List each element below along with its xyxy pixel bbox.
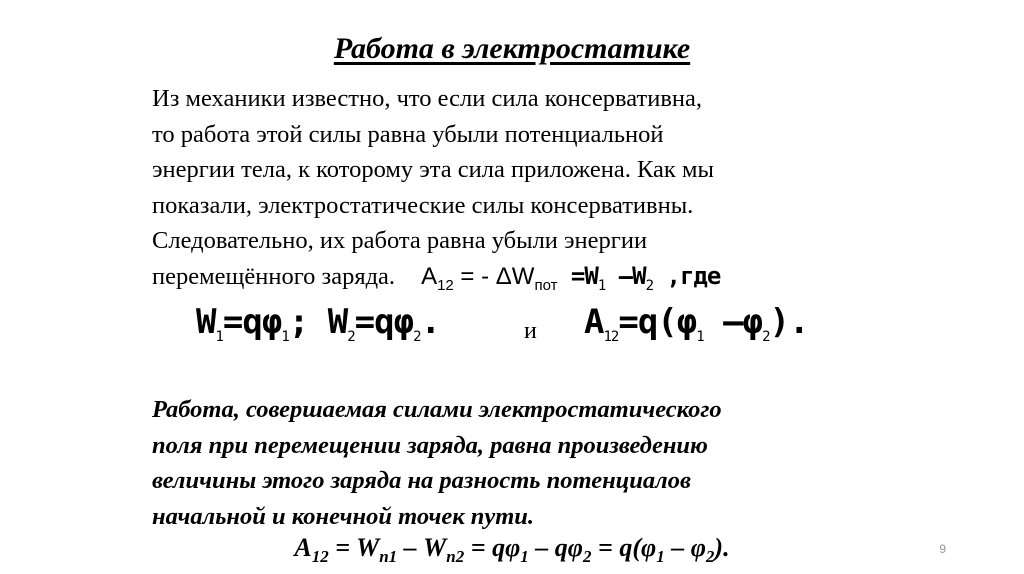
formula-subscript: 12 bbox=[437, 276, 454, 294]
formula-symbol: = q(φ bbox=[591, 533, 657, 562]
formula-symbol: . bbox=[420, 302, 440, 342]
formula-symbol: – φ bbox=[664, 533, 706, 562]
definition-paragraph bbox=[152, 392, 912, 534]
formula-subscript: 2 bbox=[347, 328, 355, 345]
formula-symbol: = - ΔW bbox=[453, 262, 535, 290]
formula-symbol: =W bbox=[557, 261, 598, 290]
formula-symbol: W bbox=[327, 302, 348, 342]
energy-formulas bbox=[196, 302, 440, 345]
definition-line: поля при перемещении заряда, равна произведению bbox=[152, 431, 708, 459]
formula-subscript: 2 bbox=[762, 328, 770, 345]
formula-subscript: 1 bbox=[281, 328, 289, 345]
formula-symbol: A bbox=[584, 302, 604, 342]
definition-line: начальной и конечной точек пути. bbox=[152, 502, 535, 530]
formula-symbol: ; bbox=[288, 302, 328, 342]
definition-line: величины этого заряда на разность потенциалов bbox=[152, 467, 691, 494]
formula-blocky-part bbox=[557, 261, 721, 294]
formula-subscript: 1 bbox=[520, 547, 529, 567]
energy-formula-row bbox=[196, 300, 809, 360]
final-work-formula bbox=[0, 533, 1024, 567]
formula-symbol: =qφ bbox=[222, 302, 282, 342]
paragraph-last-line bbox=[152, 259, 912, 304]
formula-subscript: п2 bbox=[446, 547, 465, 567]
formula-subscript: 2 bbox=[645, 277, 654, 294]
formula-symbol: – qφ bbox=[528, 533, 584, 562]
formula-symbol: –W bbox=[605, 261, 646, 290]
paragraph-line: Из механики известно, что если сила консервативна, bbox=[152, 85, 703, 112]
inline-work-formula bbox=[421, 261, 721, 294]
formula-subscript: 1 bbox=[656, 547, 665, 567]
formula-symbol: =qφ bbox=[354, 302, 414, 342]
definition-line: Работа, совершаемая силами электростатического bbox=[152, 396, 722, 423]
formula-symbol: A bbox=[421, 262, 438, 290]
formula-symbol: ). bbox=[714, 533, 730, 562]
formula-subscript: 1 bbox=[597, 277, 606, 294]
and-conjunction: и bbox=[524, 318, 537, 344]
paragraph-line: показали, электростатические силы консервативны. bbox=[152, 191, 694, 219]
formula-subscript: 12 bbox=[311, 547, 329, 567]
formula-subscript: 12 bbox=[603, 328, 619, 345]
intro-paragraph bbox=[152, 81, 912, 304]
formula-subscript: 1 bbox=[696, 328, 704, 345]
slide-number: 9 bbox=[939, 542, 946, 556]
formula-symbol: =q(φ bbox=[618, 302, 697, 342]
formula-symbol: W bbox=[196, 302, 216, 342]
formula-symbol: ,где bbox=[653, 261, 721, 290]
slide-title: Работа в электростатике bbox=[333, 32, 691, 65]
formula-symbol: = W bbox=[328, 533, 380, 562]
formula-symbol: A bbox=[294, 533, 312, 562]
paragraph-line: перемещённого заряда. bbox=[152, 262, 396, 290]
paragraph-line: энергии тела, к которому эта сила приложена. Как мы bbox=[152, 156, 714, 183]
formula-symbol: = qφ bbox=[464, 533, 521, 562]
paragraph-line: Следовательно, их работа равна убыли энергии bbox=[152, 227, 648, 254]
paragraph-line: то работа этой силы равна убыли потенциальной bbox=[152, 120, 664, 148]
formula-symbol: – W bbox=[397, 533, 447, 562]
formula-symbol: –φ bbox=[703, 302, 763, 342]
formula-subscript: 2 bbox=[705, 547, 715, 567]
formula-subscript: 2 bbox=[413, 328, 421, 345]
formula-subscript: пот bbox=[534, 276, 558, 294]
work-potential-formula bbox=[584, 302, 808, 345]
formula-subscript: п1 bbox=[379, 547, 398, 567]
formula-subscript: 1 bbox=[215, 328, 223, 345]
formula-subscript: 2 bbox=[583, 547, 592, 567]
formula-symbol: ). bbox=[769, 302, 809, 342]
